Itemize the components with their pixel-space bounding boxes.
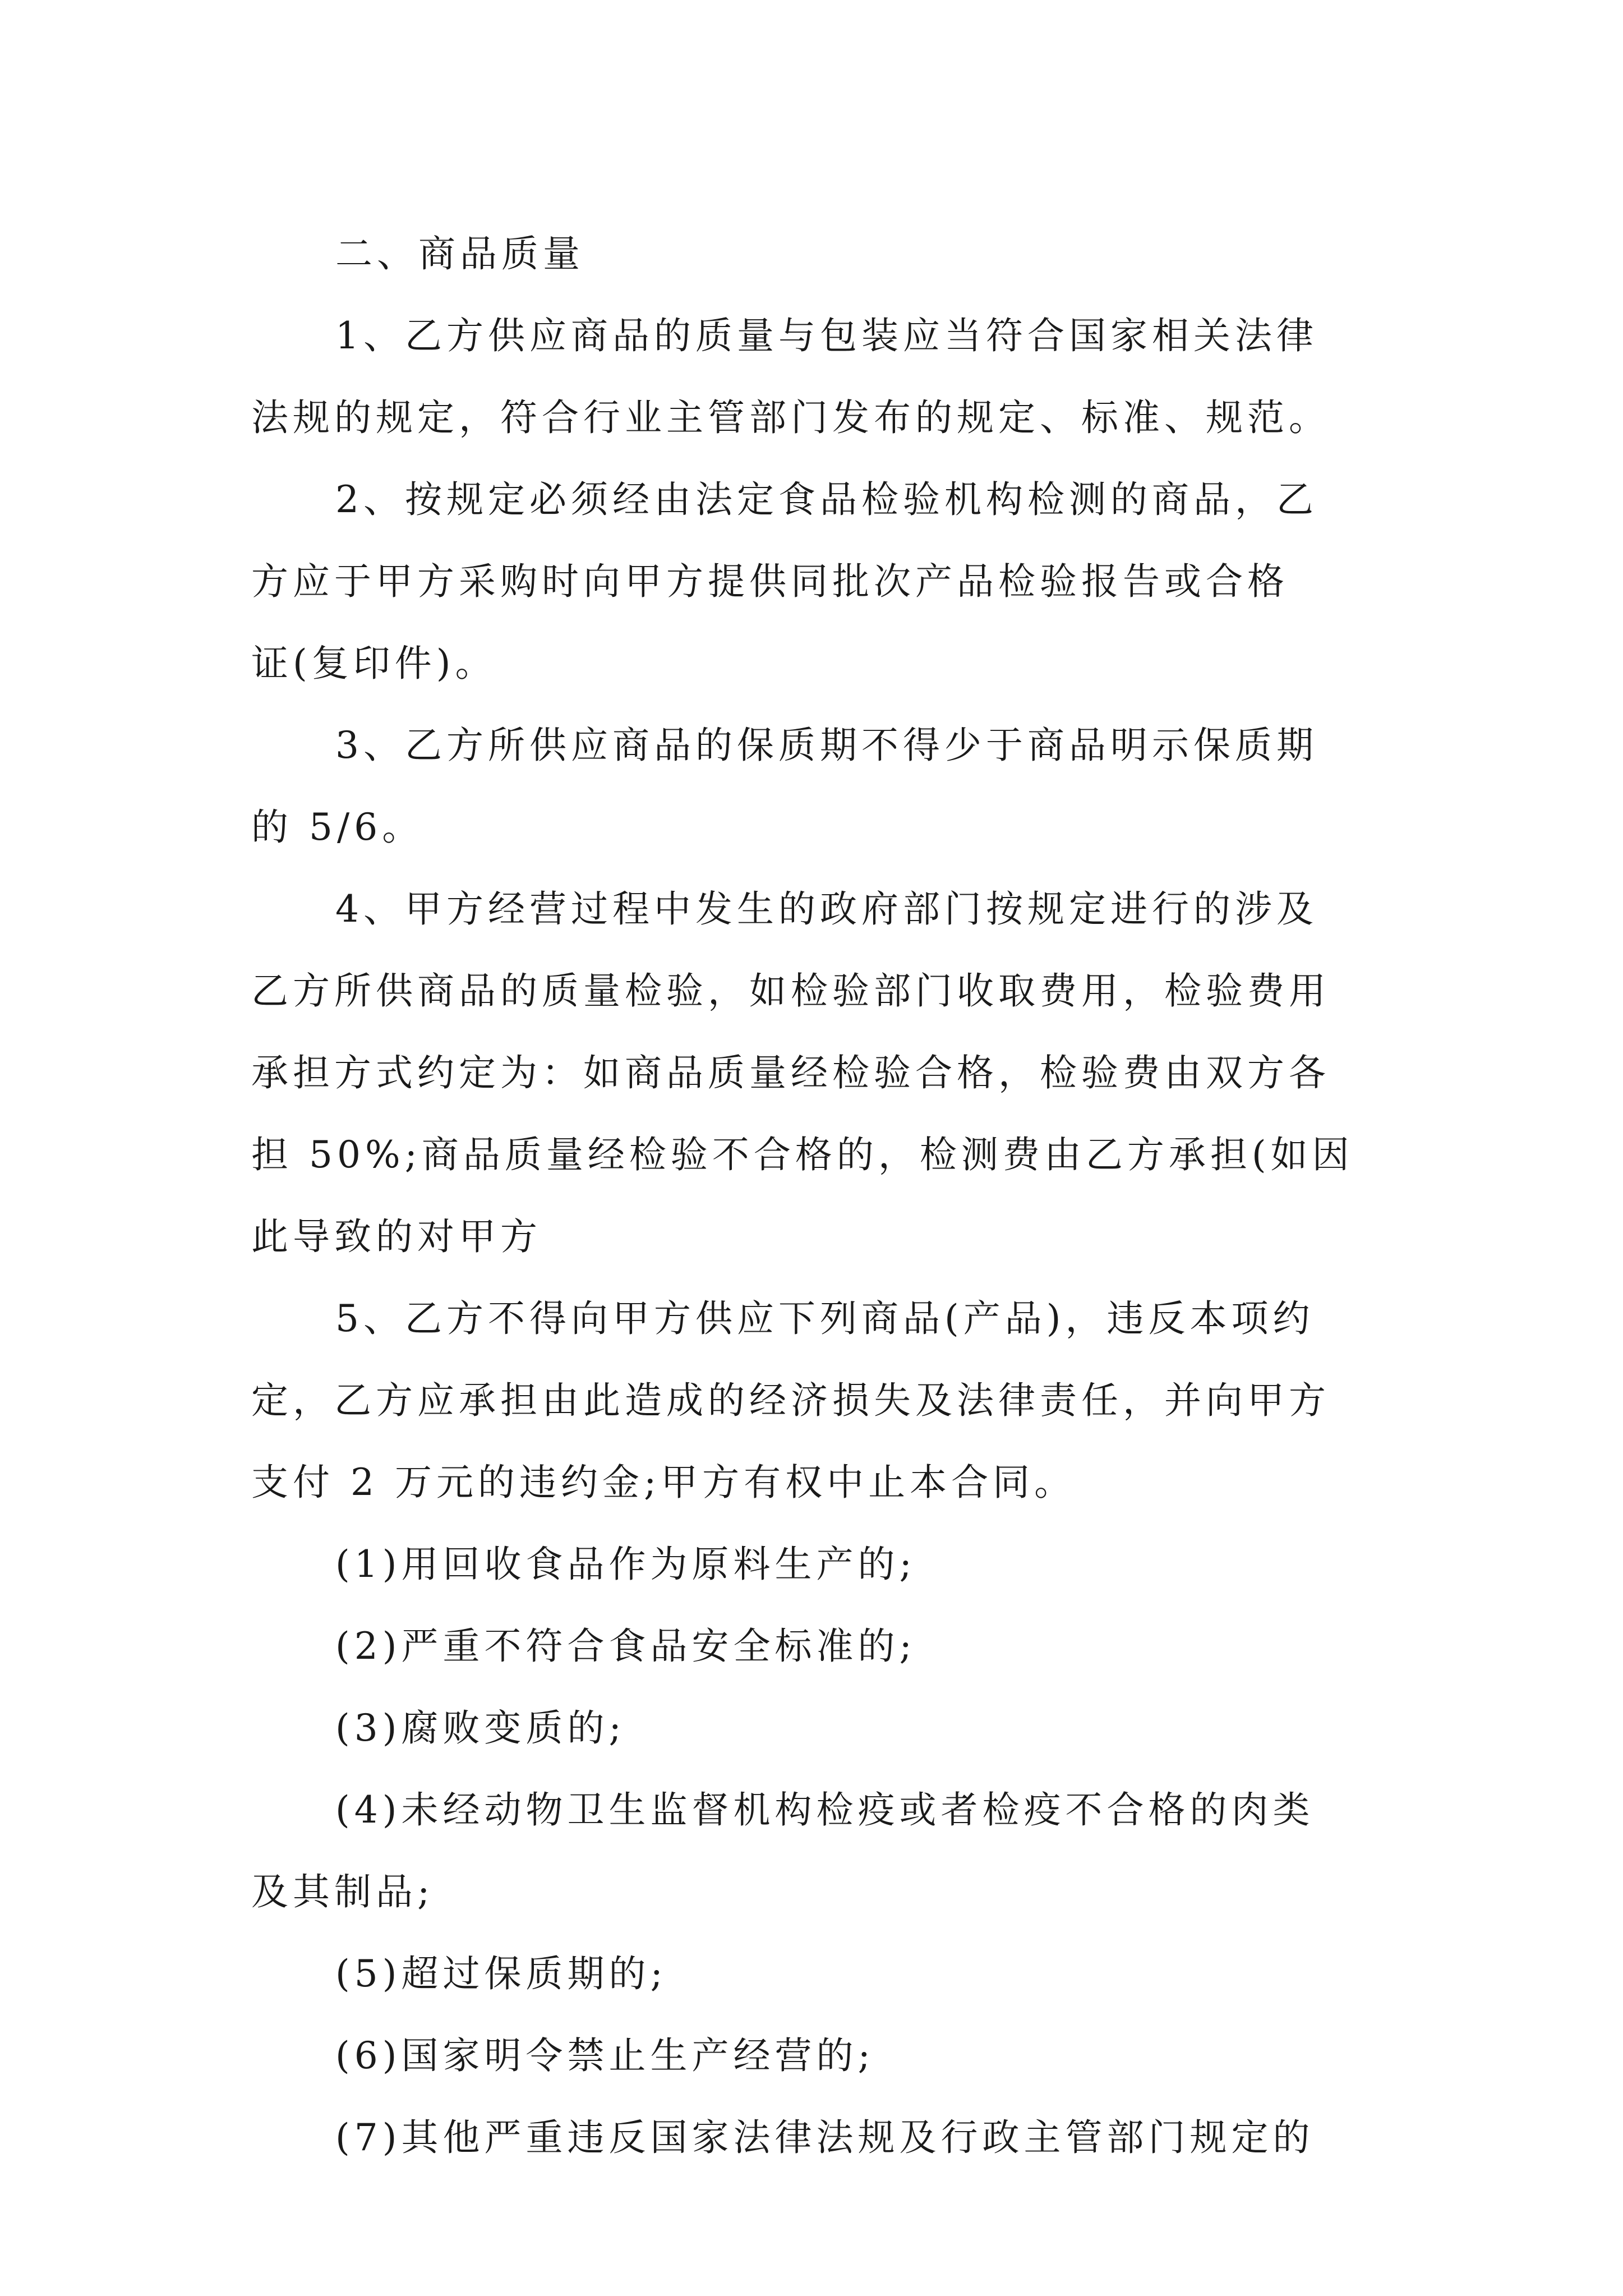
section-heading: 二、商品质量	[335, 232, 584, 275]
text-line: 4、甲方经营过程中发生的政府部门按规定进行的涉及	[335, 887, 1318, 931]
text-line: 3、乙方所供应商品的保质期不得少于商品明示保质期	[335, 724, 1318, 767]
text-line: 证(复印件)。	[251, 642, 497, 685]
list-item: (5)超过保质期的;	[335, 1952, 667, 1995]
list-item: (2)严重不符合食品安全标准的;	[335, 1625, 916, 1668]
text-line: 法规的规定，符合行业主管部门发布的规定、标准、规范。	[251, 396, 1330, 439]
text-line: 方应于甲方采购时向甲方提供同批次产品检验报告或合格	[251, 560, 1289, 603]
text-line: 1、乙方供应商品的质量与包装应当符合国家相关法律	[335, 314, 1318, 357]
text-line: 的 5/6。	[251, 806, 424, 849]
text-line: 支付 2 万元的违约金;甲方有权中止本合同。	[251, 1461, 1076, 1504]
text-line: 担 50%;商品质量经检验不合格的，检测费由乙方承担(如因	[251, 1133, 1354, 1176]
list-item: (4)未经动物卫生监督机构检疫或者检疫不合格的肉类	[335, 1788, 1315, 1832]
list-item: (3)腐败变质的;	[335, 1706, 626, 1750]
list-item: (7)其他严重违反国家法律法规及行政主管部门规定的	[335, 2116, 1315, 2159]
list-item: (1)用回收食品作为原料生产的;	[335, 1543, 916, 1586]
document-body	[251, 213, 1390, 2179]
text-line: 定，乙方应承担由此造成的经济损失及法律责任，并向甲方	[251, 1379, 1330, 1422]
text-line: 2、按规定必须经由法定食品检验机构检测的商品，乙	[335, 478, 1318, 521]
text-line: 乙方所供商品的质量检验，如检验部门收取费用，检验费用	[251, 969, 1330, 1013]
text-line: 及其制品;	[251, 1870, 435, 1913]
text-line: 5、乙方不得向甲方供应下列商品(产品)，违反本项约	[335, 1297, 1315, 1340]
text-line: 此导致的对甲方	[251, 1215, 542, 1258]
list-item: (6)国家明令禁止生产经营的;	[335, 2034, 875, 2077]
text-line: 承担方式约定为：如商品质量经检验合格，检验费由双方各	[251, 1051, 1330, 1094]
